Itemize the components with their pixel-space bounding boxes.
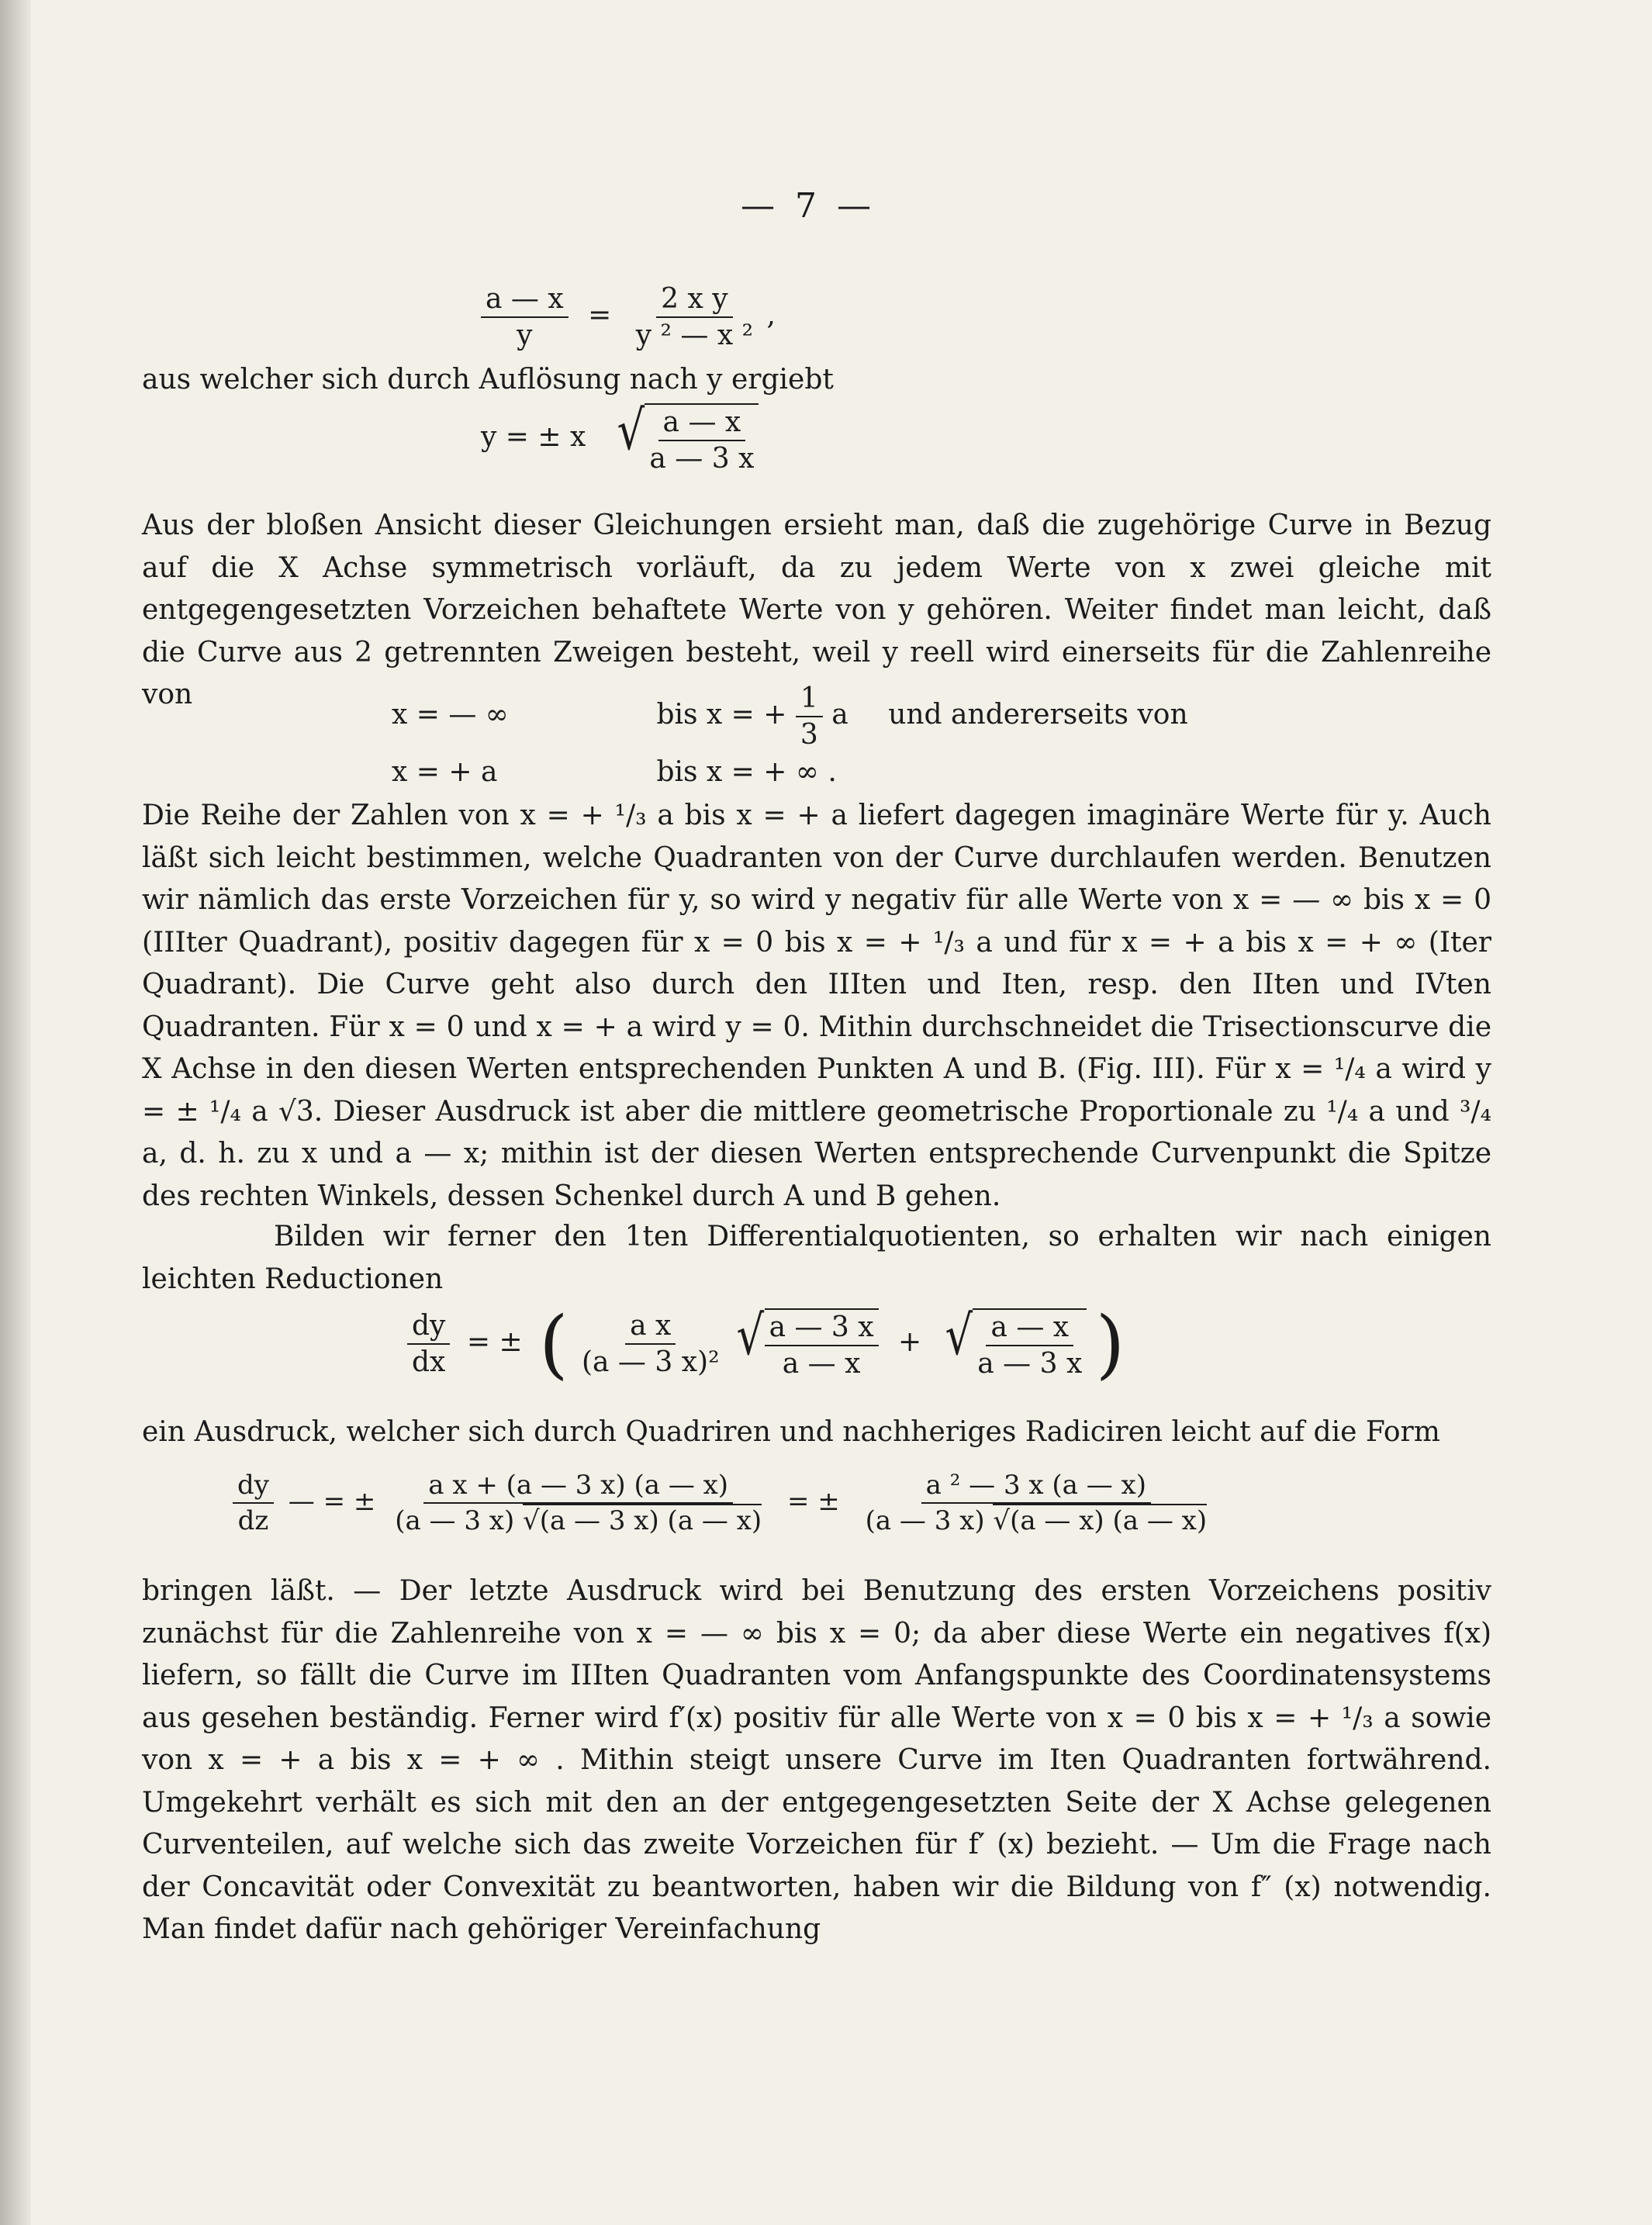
fraction (233, 1470, 274, 1536)
numerator: a — x (481, 283, 569, 318)
denominator: dx (412, 1346, 446, 1378)
radicand: √(a — 3 x) (a — x) (523, 1505, 762, 1536)
numerator: a — 3 x (765, 1311, 879, 1346)
denominator: a — 3 x (977, 1348, 1083, 1380)
fraction (631, 283, 758, 351)
radicand (973, 1308, 1087, 1380)
fraction (765, 1311, 879, 1380)
text-paragraph-2: Aus der bloßen Ansicht dieser Gleichungen ersieht man, daß die zugehörige Curve in Bezug auf die X Achse symmetrisch vorläuft, da zu jedem Werte von x zwei gleiche mit entgegengesetzten Vorzeichen behaftete Werte von y gehören. Weiter findet man leicht, daß die Curve aus 2 getrennten Zweigen besteht, weil y reell wird einerseits für die Zahlenreihe von (142, 510, 1491, 710)
radical-sign-icon: √ (736, 1304, 765, 1367)
equals-plus-minus: — = ± (288, 1486, 376, 1517)
fraction (577, 1310, 724, 1378)
denominator: y ² — x ² (635, 320, 754, 351)
variable-a: a (831, 699, 848, 731)
denominator (861, 1504, 1212, 1536)
equation-3 (392, 682, 1415, 751)
plus-sign: + (898, 1326, 922, 1358)
left-paren-icon: ( (539, 1301, 569, 1387)
denominator: dz (237, 1505, 269, 1536)
equals-plus-minus: = ± (466, 1326, 523, 1358)
range-conjunction: und andererseits von (888, 699, 1188, 731)
denominator-factor: (a — 3 x) (395, 1505, 515, 1536)
radical-sign-icon: √ (617, 399, 645, 462)
radicand (645, 403, 759, 475)
denominator: (a — 3 x)² (581, 1346, 720, 1378)
range-end: bis x = + (656, 699, 787, 731)
text-paragraph-4: Bilden wir ferner den 1ten Differentialquotienten, so erhalten wir nach einigen leichten Reductionen (142, 1221, 1491, 1295)
denominator-factor: (a — 3 x) (865, 1505, 985, 1536)
numerator: 2 x y (656, 283, 732, 318)
fraction (645, 406, 759, 475)
square-root (733, 1304, 879, 1380)
radical-sign-icon: √ (945, 1304, 973, 1367)
page-number: — 7 — (741, 186, 876, 226)
numerator: a — x (658, 406, 746, 441)
text-paragraph-3: Die Reihe der Zahlen von x = + ¹/₃ a bis x = + a liefert dagegen imaginäre Werte für y. Auch läßt sich leicht bestimmen, welche Quadranten von der Curve durchlaufen werden. Benutzen wir nämlich das erste Vorzeichen für y, so wird y negativ für alle Werte von x = — ∞ bis x = 0 (IIIter Quadrant), positiv dagegen für x = 0 bis x = + ¹/₃ a und für x = + a bis x = + ∞ (Iter Quadrant). Die Curve geht also durch den IIIten und Iten, resp. den IIten und IVten Quadranten. Für x = 0 und x = + a wird y = 0. Mithin durchschneidet die Trisectionscurve die X Achse in den diesen Werten entsprechenden Punkten A und B. (Fig. III). Für x = ¹/₄ a wird y = ± ¹/₄ a √3. Dieser Ausdruck ist aber die mittlere geometrische Proportionale zu ¹/₄ a und ³/₄ a, d. h. zu x und a — x; mithin ist der diesen Werten entsprechende Curvenpunkt die Spitze des rechten Winkels, dessen Schenkel durch A und B gehen. (142, 800, 1491, 1212)
range-start: x = — ∞ (392, 699, 509, 731)
denominator: a — 3 x (649, 443, 755, 475)
numerator: a x + (a — 3 x) (a — x) (423, 1470, 733, 1504)
numerator: a x (625, 1310, 676, 1345)
equals-sign: = (588, 299, 612, 331)
range-start: x = + a (392, 756, 498, 788)
fraction (973, 1311, 1087, 1380)
square-root (613, 399, 759, 475)
equation-5 (407, 1301, 1125, 1387)
square-root (942, 1304, 1087, 1380)
numerator: a ² — 3 x (a — x) (921, 1470, 1151, 1504)
text-paragraph-5: ein Ausdruck, welcher sich durch Quadriren und nachheriges Radiciren leicht auf die Form (142, 1416, 1440, 1448)
fraction (861, 1470, 1212, 1536)
fraction (407, 1310, 450, 1378)
equation-lhs: y = ± x (481, 421, 586, 453)
denominator: 3 (800, 719, 818, 751)
denominator: a — x (782, 1348, 861, 1380)
right-paren-icon: ) (1095, 1301, 1125, 1387)
text-paragraph-1: aus welcher sich durch Auflösung nach y ergiebt (142, 364, 834, 396)
comma: , (766, 299, 776, 331)
denominator (390, 1504, 766, 1536)
numerator: a — x (986, 1311, 1073, 1346)
fraction (481, 283, 569, 351)
numerator: dy (407, 1310, 450, 1345)
equation-6 (233, 1470, 1211, 1536)
radicand (765, 1308, 879, 1380)
equals-plus-minus: = ± (786, 1486, 840, 1517)
equation-2 (481, 399, 759, 475)
numerator: dy (233, 1470, 274, 1504)
range-end: bis x = + ∞ . (656, 756, 837, 788)
equation-4 (392, 756, 837, 788)
denominator: y (517, 320, 533, 351)
fraction (390, 1470, 766, 1536)
radicand: √(a — x) (a — x) (993, 1505, 1208, 1536)
text-paragraph-6: bringen läßt. — Der letzte Ausdruck wird bei Benutzung des ersten Vorzeichens positiv zunächst für die Zahlenreihe von x = — ∞ bis x = 0; da aber diese Werte ein negatives f(x) liefern, so fällt die Curve im IIIten Quadranten vom Anfangspunkte des Coordinatensystems aus gesehen beständig. Ferner wird f′(x) positiv für alle Werte von x = 0 bis x = + ¹/₃ a sowie von x = + a bis x = + ∞ . Mithin steigt unsere Curve im Iten Quadranten fortwährend. Umgekehrt verhält es sich mit den an der entgegengesetzten Seite der X Achse gelegenen Curventeilen, auf welche sich das zweite Vorzeichen für f′ (x) bezieht. — Um die Frage nach der Concavität oder Convexität zu beantworten, haben wir die Bildung von f″ (x) notwendig. Man findet dafür nach gehöriger Vereinfachung (142, 1575, 1491, 1945)
numerator: 1 (796, 682, 823, 717)
equation-1 (481, 283, 776, 351)
page-edge-shadow (0, 0, 31, 2225)
fraction-one-third (796, 682, 823, 751)
